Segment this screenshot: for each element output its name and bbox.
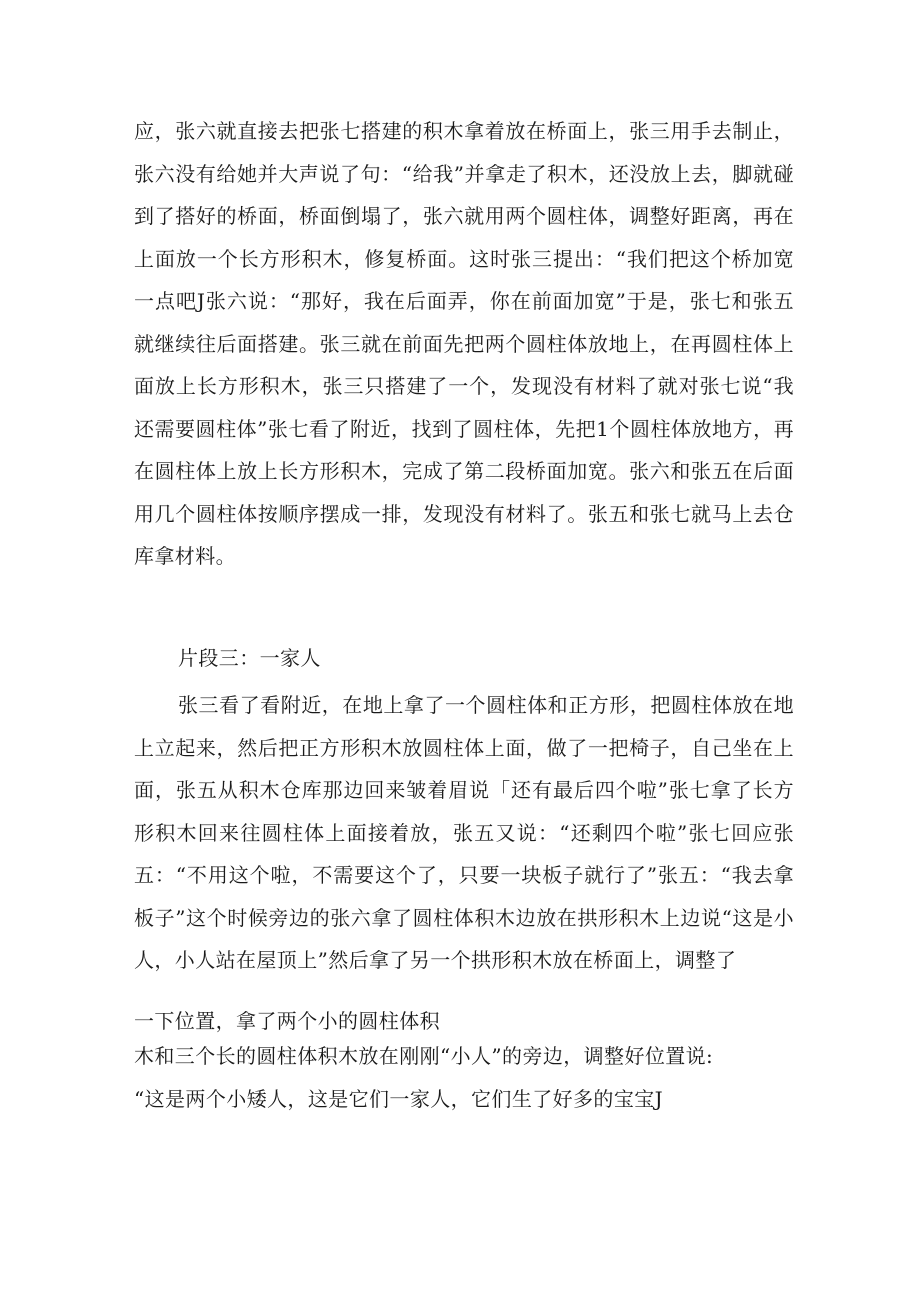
body-paragraph: 张三看了看附近，在地上拿了一个圆柱体和正方形，把圆柱体放在地上立起来，然后把正方形积木放圆柱体上面，做了一把椅子，自己坐在上面，张五从积木仓库那边回来皱着眉说「还有最后四个啦”张七拿了长方形积木回来往圆柱体上面接着放，张五又说：“还剩四个啦”张七回应张五：“不用这个啦，不需要这个了，只要一块板子就行了”张五：“我去拿板子”这个时候旁边的张六拿了圆柱体积木边放在拱形积木上边说“这是小人，小人站在屋顶上”然后拿了另一个拱形积木放在桥面上，调整了 bbox=[134, 693, 794, 972]
body-paragraph-line: 木和三个长的圆柱体积木放在刚刚“小人”的旁边，调整好位置说: bbox=[134, 1044, 714, 1068]
body-paragraph: “这是两个小矮人，这是它们一家人，它们生了好多的宝宝J bbox=[134, 1087, 664, 1111]
section-heading: 片段三：一家人 bbox=[178, 646, 321, 670]
body-paragraph-line: 一下位置，拿了两个小的圆柱体积 bbox=[134, 1009, 440, 1033]
body-paragraph: 应，张六就直接去把张七搭建的积木拿着放在桥面上，张三用手去制止，张六没有给她并大声说了句：“给我”并拿走了积木，还没放上去，脚就碰到了搭好的桥面，桥面倒塌了，张六就用两个圆柱体，调整好距离，再在上面放一个长方形积木，修复桥面。这时张三提出：“我们把这个桥加宽一点吧J张六说：“那好，我在后面弄，你在前面加宽”于是，张七和张五就继续往后面搭建。张三就在前面先把两个圆柱体放地上，在再圆柱体上面放上长方形积木，张三只搭建了一个，发现没有材料了就对张七说“我还需要圆柱体”张七看了附近，找到了圆柱体，先把1个圆柱体放地方，再在圆柱体上放上长方形积木，完成了第二段桥面加宽。张六和张五在后面用几个圆柱体按顺序摆成一排，发现没有材料了。张五和张七就马上去仓库拿材料。 bbox=[134, 119, 794, 568]
